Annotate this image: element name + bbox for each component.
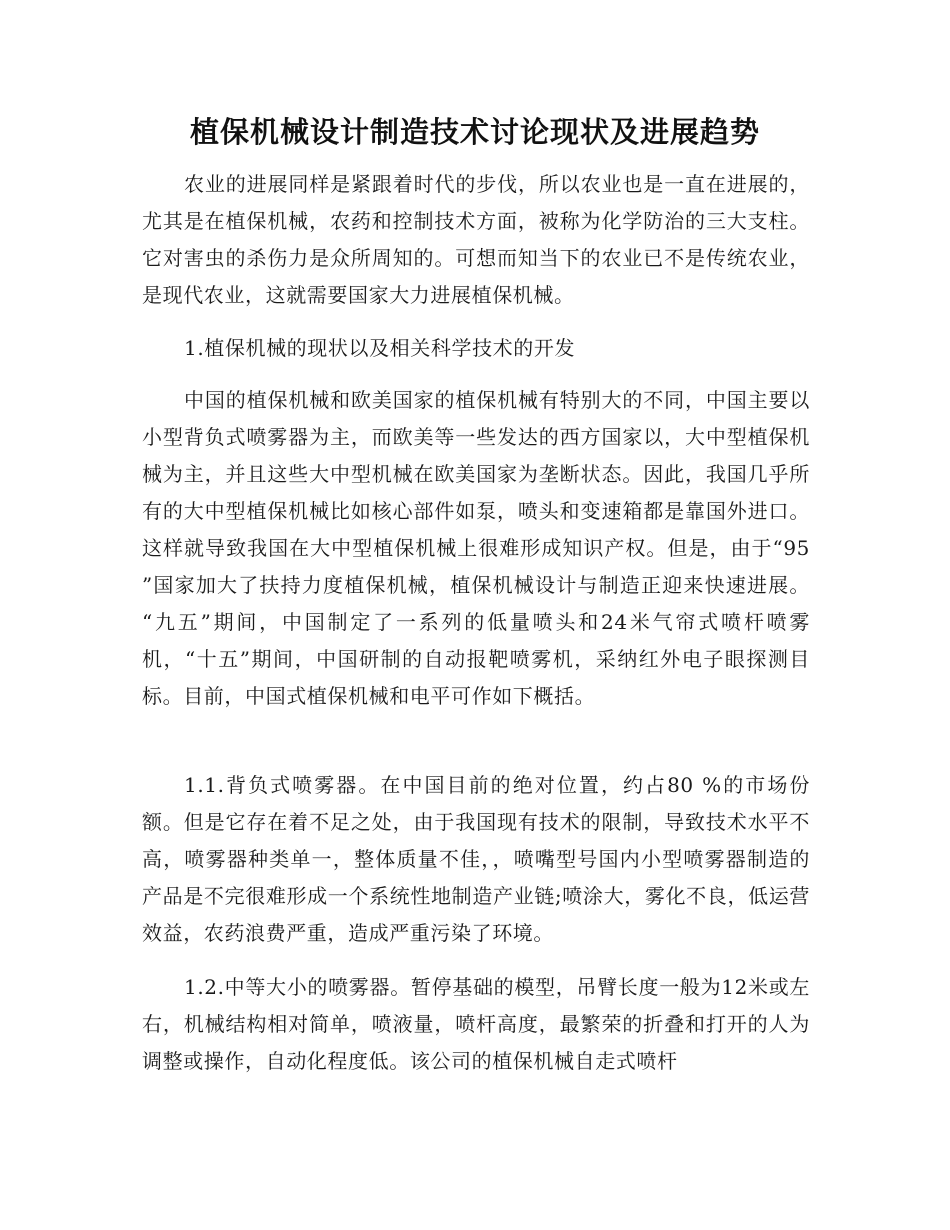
section-1-2-paragraph: 1.2.中等大小的喷雾器。暂停基础的模型，吊臂长度一般为12米或左右，机械结构相对简单，喷液量，喷杆高度，最繁荣的折叠和打开的人为调整或操作，自动化程度低。该公司的植保机械自走式喷杆 (142, 975, 810, 1073)
document-title: 植保机械设计制造技术讨论现状及进展趋势 (189, 115, 760, 149)
section-1-1-paragraph: 1.1.背负式喷雾器。在中国目前的绝对位置，约占80 %的市场份额。但是它存在着不足之处，由于我国现有技术的限制，导致技术水平不高，喷雾器种类单一，整体质量不佳，，喷嘴型号国内小型喷雾器制造的产品是不完很难形成一个系统性地制造产业链;喷涂大，雾化不良，低运营效益，农药浪费严重，造成严重污染了环境。 (142, 773, 810, 945)
intro-paragraph: 农业的进展同样是紧跟着时代的步伐，所以农业也是一直在进展的，尤其是在植保机械，农药和控制技术方面，被称为化学防治的三大支柱。它对害虫的杀伤力是众所周知的。可想而知当下的农业已不是传统农业，是现代农业，这就需要国家大力进展植保机械。 (142, 172, 810, 307)
section-1-paragraph: 中国的植保机械和欧美国家的植保机械有特别大的不同，中国主要以小型背负式喷雾器为主，而欧美等一些发达的西方国家以，大中型植保机械为主，并且这些大中型机械在欧美国家为垄断状态。因此，我国几乎所有的大中型植保机械比如核心部件如泵，喷头和变速箱都是靠国外进口。这样就导致我国在大中型植保机械上很难形成知识产权。但是，由于“95 ”国家加大了扶持力度植保机械，植保机械设计与制造正迎来快速进展。 “九五”期间，中国制定了一系列的低量喷头和24米气帘式喷杆喷雾机，“十五”期间，中国研制的自动报靶喷雾机，采纳红外电子眼探测目标。目前，中国式植保机械和电平可作如下概括。 (142, 388, 810, 708)
section-heading-1: 1.植保机械的现状以及相关科学技术的开发 (184, 336, 576, 360)
